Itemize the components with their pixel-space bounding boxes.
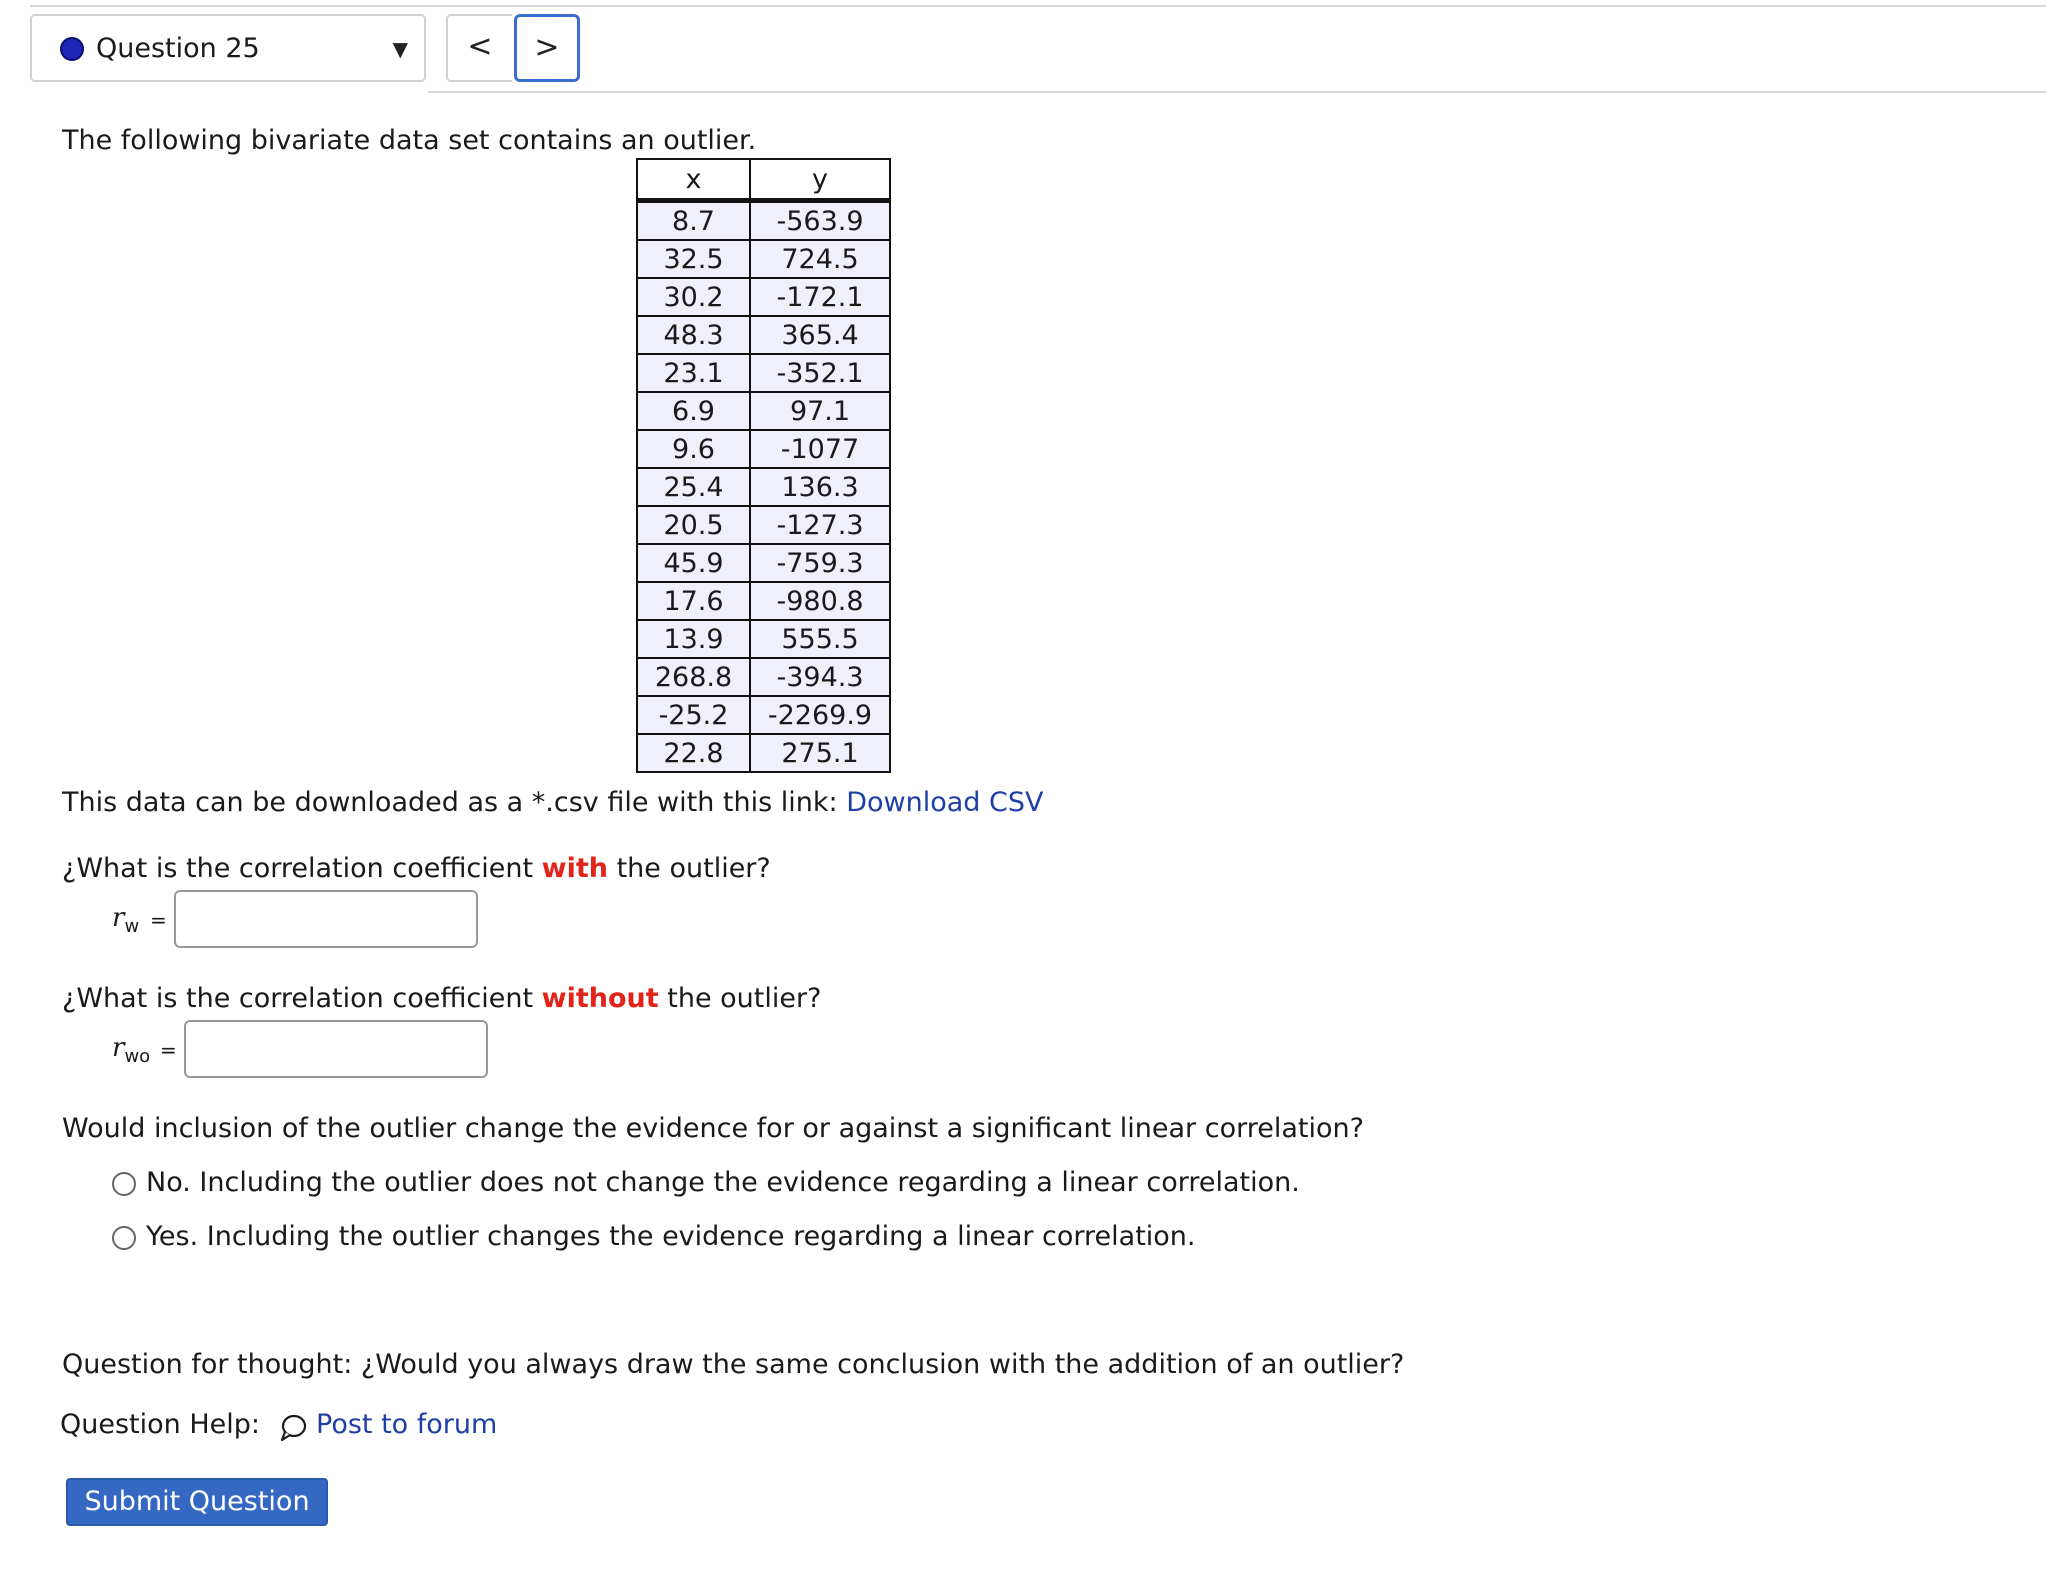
table-row <box>637 278 890 316</box>
q2-highlight: without <box>541 983 659 1014</box>
post-to-forum-link[interactable]: Post to forum <box>316 1409 498 1440</box>
table-row <box>637 240 890 278</box>
cell-x: -25.2 <box>637 696 750 734</box>
cell-x: 30.2 <box>637 278 750 316</box>
cell-x: 17.6 <box>637 582 750 620</box>
table-row <box>637 582 890 620</box>
cell-x: 48.3 <box>637 316 750 354</box>
question-selector[interactable] <box>30 14 426 82</box>
cell-y: 365.4 <box>750 316 890 354</box>
next-question-button[interactable]: > <box>514 14 580 82</box>
option-no-label[interactable]: No. Including the outlier does not change the evidence regarding a linear correlation. <box>146 1167 1300 1198</box>
cell-y: -172.1 <box>750 278 890 316</box>
submit-question-button[interactable]: Submit Question <box>66 1478 328 1526</box>
download-line <box>62 787 1043 818</box>
cell-y: 136.3 <box>750 468 890 506</box>
table-row <box>637 316 890 354</box>
q1-prefix: ¿What is the correlation coefficient <box>62 853 542 884</box>
cell-y: 275.1 <box>750 734 890 772</box>
cell-y: 97.1 <box>750 392 890 430</box>
data-table <box>636 158 891 773</box>
cell-x: 13.9 <box>637 620 750 658</box>
column-header-y: y <box>750 159 890 201</box>
cell-y: -2269.9 <box>750 696 890 734</box>
q2-prefix: ¿What is the correlation coefficient <box>62 983 542 1014</box>
table-row <box>637 506 890 544</box>
question-help-label: Question Help: <box>60 1409 260 1440</box>
cell-x: 6.9 <box>637 392 750 430</box>
q1-suffix: the outlier? <box>608 853 771 884</box>
q2-suffix: the outlier? <box>658 983 822 1014</box>
question-selector-label: Question 25 <box>96 33 260 64</box>
cell-y: -980.8 <box>750 582 890 620</box>
cell-x: 9.6 <box>637 430 750 468</box>
cell-y: -759.3 <box>750 544 890 582</box>
cell-y: -352.1 <box>750 354 890 392</box>
chat-bubble-icon[interactable] <box>278 1413 308 1443</box>
correlation-change-prompt: Would inclusion of the outlier change the evidence for or against a significant linear correlation? <box>62 1113 1364 1144</box>
data-table-body <box>637 201 890 773</box>
download-csv-link[interactable]: Download CSV <box>846 787 1044 818</box>
cell-x: 25.4 <box>637 468 750 506</box>
cell-x: 8.7 <box>637 201 750 241</box>
status-dot-icon <box>60 37 84 61</box>
table-row <box>637 354 890 392</box>
table-row <box>637 392 890 430</box>
table-row <box>637 734 890 772</box>
cell-x: 20.5 <box>637 506 750 544</box>
top-divider <box>30 5 2046 7</box>
radio-option-yes[interactable] <box>112 1226 136 1250</box>
cell-y: 555.5 <box>750 620 890 658</box>
cell-y: -127.3 <box>750 506 890 544</box>
cell-y: -1077 <box>750 430 890 468</box>
question-with-outlier <box>62 853 771 884</box>
option-yes-label[interactable]: Yes. Including the outlier changes the evidence regarding a linear correlation. <box>146 1221 1196 1252</box>
r-without-input[interactable] <box>184 1020 488 1078</box>
r-with-input[interactable] <box>174 890 478 948</box>
table-row <box>637 468 890 506</box>
r-without-equals: = <box>160 1038 177 1062</box>
cell-y: -394.3 <box>750 658 890 696</box>
question-for-thought: Question for thought: ¿Would you always draw the same conclusion with the addition of an outlier? <box>62 1349 1405 1380</box>
cell-x: 22.8 <box>637 734 750 772</box>
q1-highlight: with <box>541 853 608 884</box>
caret-down-icon: ▼ <box>392 37 408 61</box>
r-without-symbol: $r_{wo}$ <box>112 1033 151 1068</box>
cell-y: -563.9 <box>750 201 890 241</box>
r-with-equals: = <box>150 908 167 932</box>
cell-x: 23.1 <box>637 354 750 392</box>
question-without-outlier <box>62 983 821 1014</box>
table-row <box>637 430 890 468</box>
table-row <box>637 696 890 734</box>
cell-x: 268.8 <box>637 658 750 696</box>
previous-question-button[interactable]: < <box>446 14 512 82</box>
problem-intro: The following bivariate data set contains an outlier. <box>62 125 757 156</box>
download-text: This data can be downloaded as a *.csv file with this link: <box>62 787 838 818</box>
table-row <box>637 620 890 658</box>
nav-divider <box>428 91 2046 93</box>
cell-x: 45.9 <box>637 544 750 582</box>
radio-option-no[interactable] <box>112 1172 136 1196</box>
r-with-symbol: $r_w$ <box>112 903 140 938</box>
column-header-x: x <box>637 159 750 201</box>
table-row <box>637 658 890 696</box>
table-row <box>637 201 890 241</box>
cell-x: 32.5 <box>637 240 750 278</box>
cell-y: 724.5 <box>750 240 890 278</box>
table-row <box>637 544 890 582</box>
